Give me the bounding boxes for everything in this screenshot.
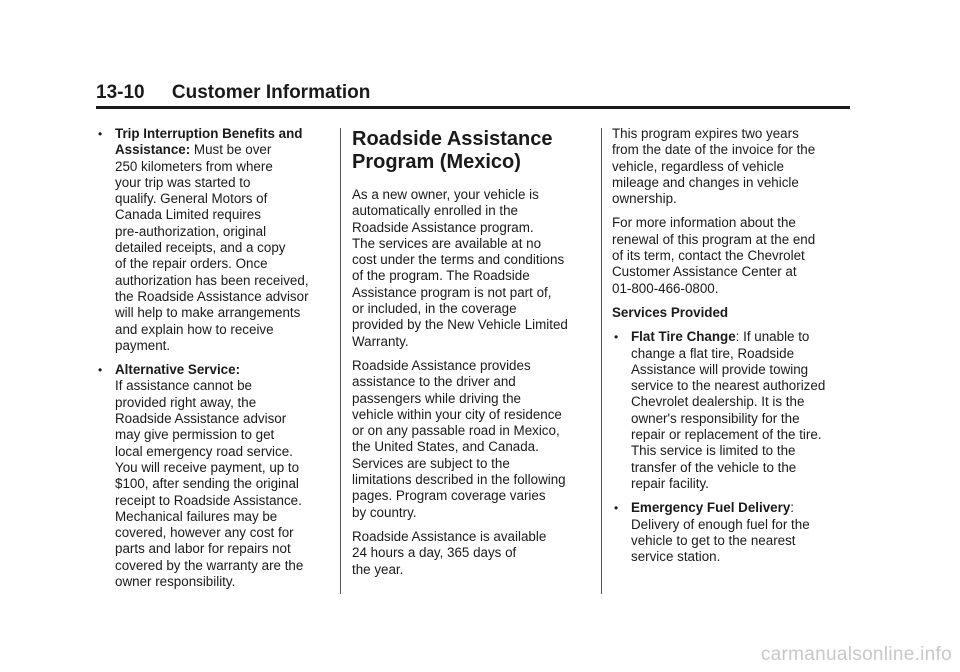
bullet-icon: • <box>98 363 103 378</box>
bullet-icon: • <box>614 501 619 516</box>
bullet-trip-interruption <box>96 126 336 354</box>
bullet-emergency-fuel-delivery <box>612 500 857 565</box>
bullet-text: Flat Tire Change: If unable to change a flat tire, Roadside Assistance will provide towing service to the nearest authorized Chevrolet dealership. It is the owner's responsibility for the repair or replacement of the tire. This service is limited to the transfer of the vehicle to the repair facility. <box>631 329 826 491</box>
bullet-title: Trip Interruption Benefits and Assistance: <box>115 126 303 158</box>
column-divider <box>601 128 602 594</box>
paragraph: As a new owner, your vehicle is automatically enrolled in the Roadside Assistance program. The services are available at no cost under the terms and conditions of the program. The Roadside Assistance program is not part of, or included, in the coverage provided by the New Vehicle Limited Warranty. <box>352 187 568 349</box>
paragraph: Roadside Assistance provides assistance to the driver and passengers while driving the vehicle within your city of residence or on any passable road in Mexico, the United States, and Canada. Services are subject to the limitations described in the following pages. Program coverage varies by country. <box>352 357 566 520</box>
paragraph: Roadside Assistance is available 24 hours a day, 365 days of the year. <box>352 528 547 577</box>
bullet-text: Alternative Service: If assistance cannot be provided right away, the Roadside Assistance advisor may give permission to get local emergency road service. You will receive payment, up to $100, after sending the original receipt to Roadside Assistance. Mechanical failures may be covered, however any cost for parts and labor for repairs not covered by the warranty are the owner responsibility. <box>115 362 304 590</box>
bullet-title: Alternative Service: <box>115 362 241 378</box>
section-title: Customer Information <box>171 82 371 103</box>
paragraph: This program expires two years from the date of the invoice for the vehicle, regardless of vehicle mileage and changes in vehicle ownership. <box>612 126 816 207</box>
bullet-icon: • <box>98 127 103 141</box>
bullet-flat-tire-change <box>612 329 857 492</box>
bullet-text: Trip Interruption Benefits and Assistance: Must be over 250 kilometers from where your trip was started to qualify. General Motors of Canada Limited requires pre-authorization, original detailed receipts, and a copy of the repair orders. Once authorization has been received, the Roadside Assistance advisor will help to make arrangements and explain how to receive payment. <box>115 126 309 353</box>
section-heading: Roadside Assistance Program (Mexico) <box>352 128 553 173</box>
column-3 <box>612 126 857 573</box>
bullet-icon: • <box>614 330 619 345</box>
watermark-text: carmanualsonline.info <box>760 644 952 665</box>
subheading: Services Provided <box>612 304 729 320</box>
column-1 <box>96 126 336 598</box>
page-number: 13-10 <box>96 82 145 103</box>
column-divider <box>340 128 341 594</box>
bullet-title: Flat Tire Change <box>631 329 736 345</box>
bullet-alternative-service <box>96 362 336 590</box>
paragraph: For more information about the renewal of this program at the end of its term, contact the Chevrolet Customer Assistance Center at 01-800-466-0800. <box>612 215 816 296</box>
page-header <box>96 80 850 109</box>
bullet-title: Emergency Fuel Delivery <box>631 500 791 516</box>
column-2 <box>352 126 592 586</box>
bullet-text: Emergency Fuel Delivery: Delivery of enough fuel for the vehicle to get to the nearest service station. <box>631 500 810 565</box>
